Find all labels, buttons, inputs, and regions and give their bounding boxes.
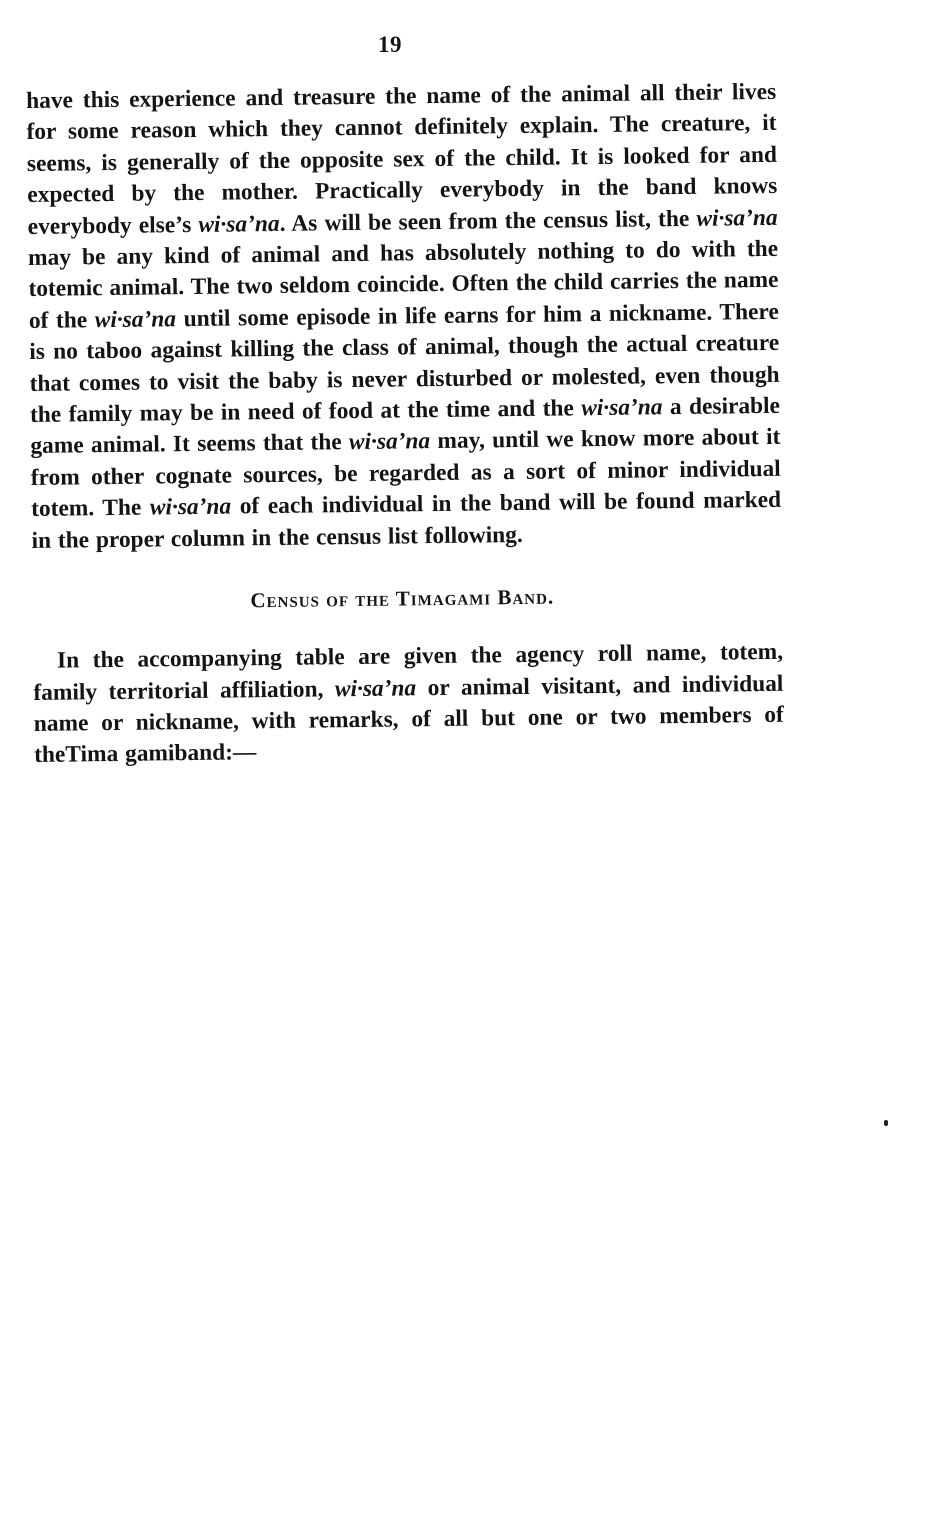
italic-term: wi·sa’na (149, 493, 232, 521)
text-run: may, until we know more about it from other cognate sources, be regarded as a sort of minor individual totem. The (30, 424, 781, 523)
italic-term: wi·sa’na (696, 204, 778, 232)
text-run: In the accompanying table are given the agency roll name, totem, family territorial affiliation, (33, 638, 784, 706)
text-run: have this experience and treasure the name of the animal all their lives for some reason which they cannot definitely explain. The creature, it seems, is generally of the opposite sex of the child. It is looked for and expected by the mother. Practically everybody in the band knows everybody else’s (26, 78, 778, 240)
text-run: of each individual in the band will be found marked in the proper column in the census list following. (31, 487, 782, 554)
section-heading: Census of the Timagami Band. (250, 584, 555, 613)
page-body (26, 77, 784, 772)
italic-term: wi·sa’na (334, 674, 417, 702)
italic-term: wi·sa’na (581, 394, 663, 422)
paragraph-wisana-description (26, 77, 782, 557)
italic-term: wi·sa’na (198, 210, 280, 238)
text-run: a desirable game animal. It seems that the (30, 392, 781, 460)
italic-term: wi·sa’na (348, 428, 431, 456)
page-number: 19 (378, 32, 402, 57)
text-run: may be any kind of animal and has absolutely nothing to do with the totemic animal. The two seldom coincide. Often the child carries the name of the (27, 235, 779, 334)
text-run: . As will be seen from the census list, the (279, 205, 697, 237)
text-run: until some episode in life earns for him a nickname. There is no taboo against killing the class of animal, though the actual creature that comes to visit the baby is never disturbed or molested, even though the family may be in need of food at the time and the (29, 298, 780, 429)
italic-term: wi·sa’na (94, 306, 177, 334)
text-run: or animal visitant, and individual name or nickname, with remarks, of all but one or two members of theTima gamiband:— (33, 670, 784, 769)
paragraph-census-intro (33, 637, 784, 772)
ink-speck (884, 1120, 888, 1126)
